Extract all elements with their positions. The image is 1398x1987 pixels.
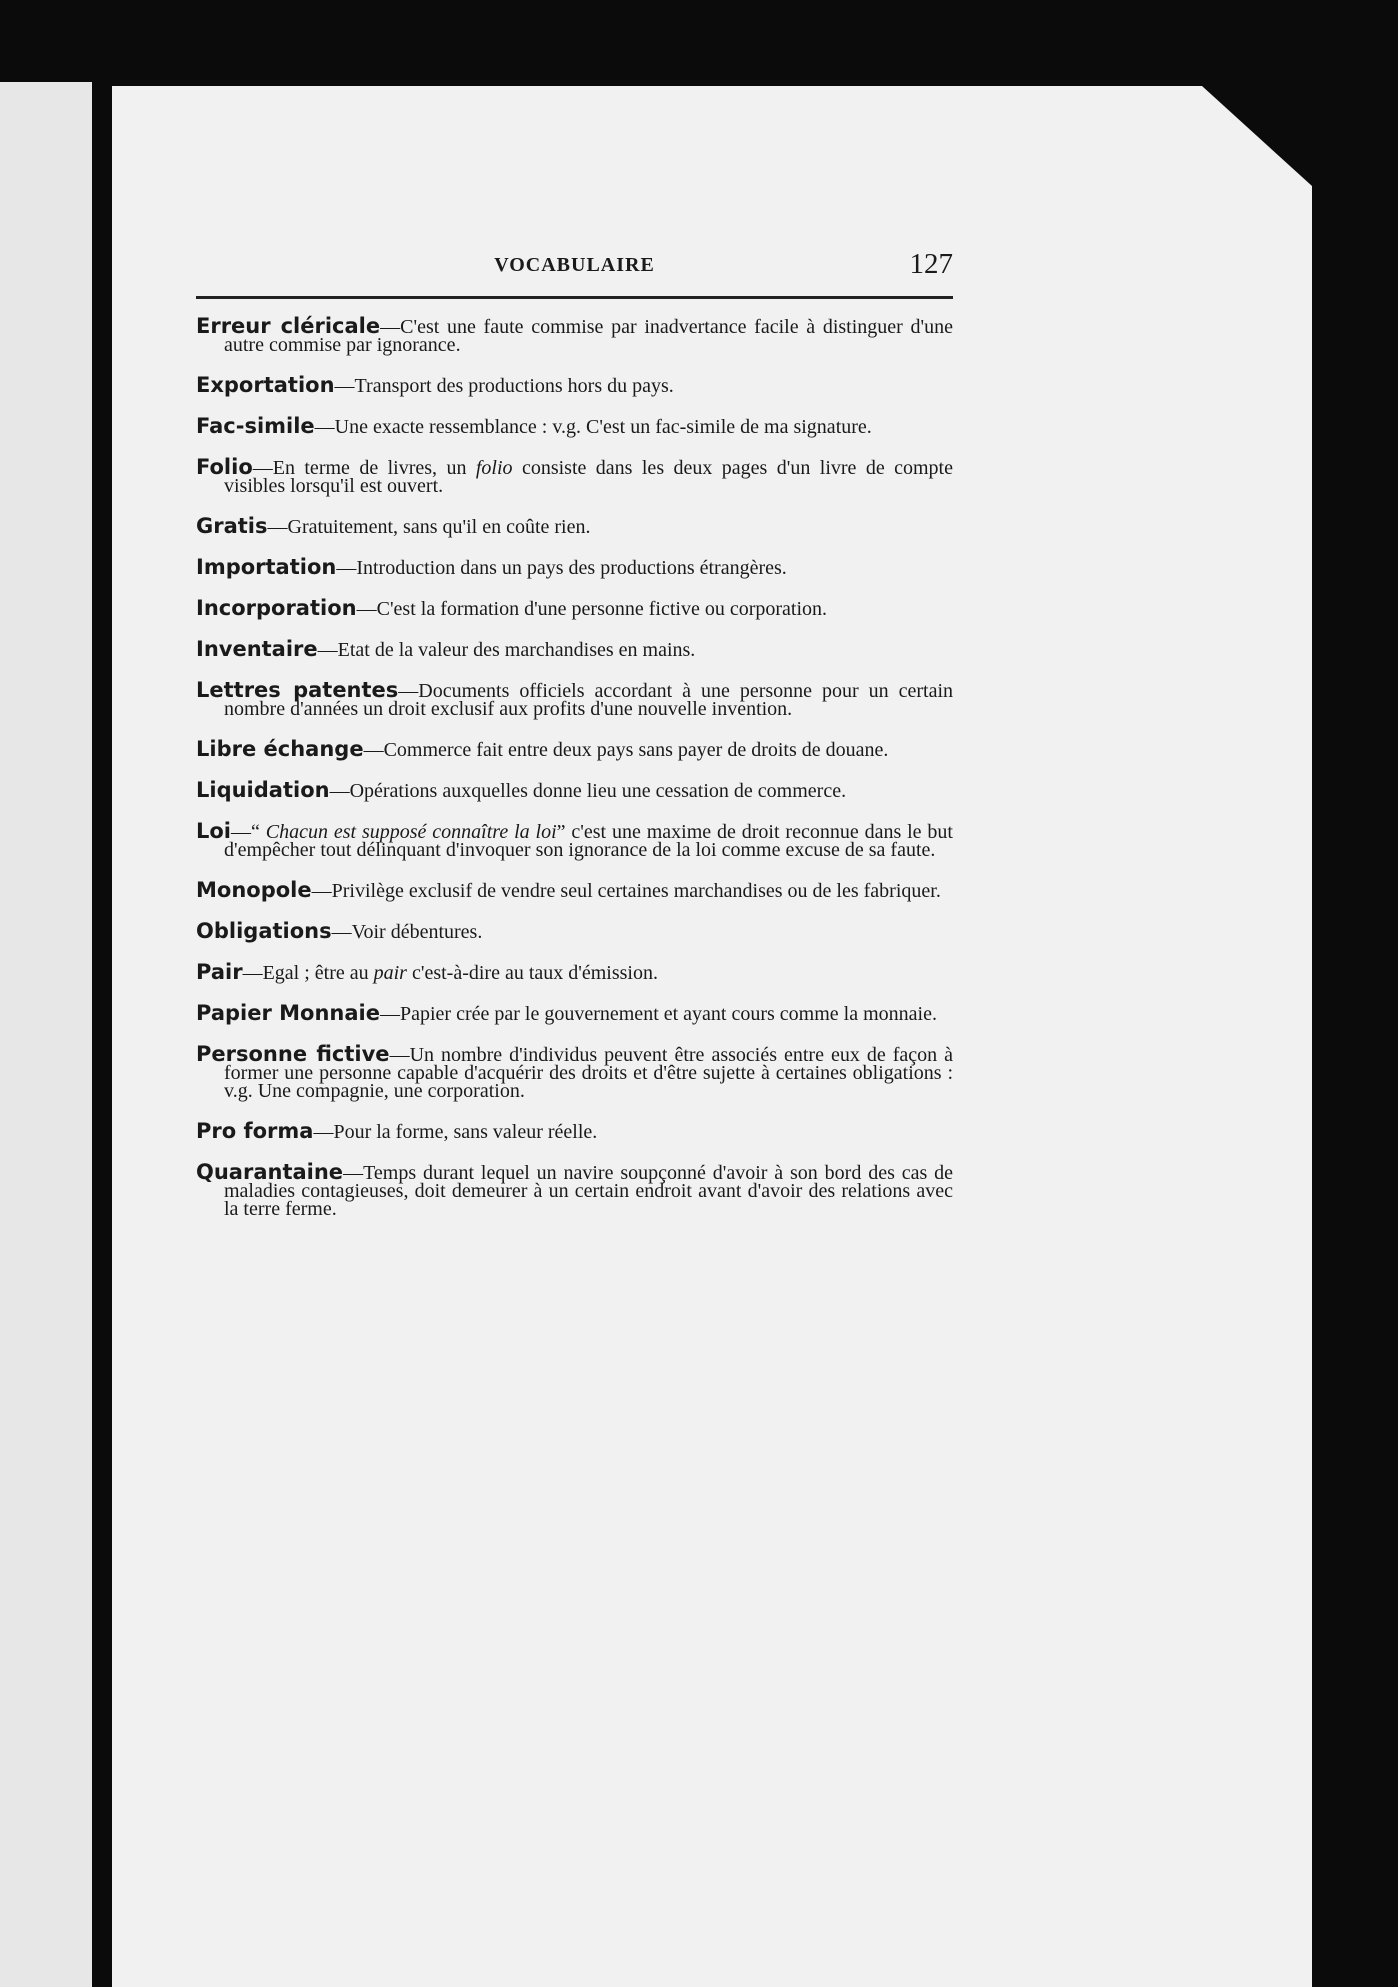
entry-definition: —Etat de la valeur des marchandises en mains. [317, 639, 696, 661]
glossary-entry [196, 1160, 953, 1220]
entry-definition: —C'est la formation d'une personne fictive ou corporation. [356, 598, 828, 620]
glossary-entry [196, 1001, 953, 1025]
previous-page-edge [0, 82, 92, 1987]
glossary-entry [196, 596, 953, 620]
page-number: 127 [909, 248, 953, 280]
entry-definition-italic: folio [475, 457, 513, 479]
page-corner [1202, 86, 1312, 186]
glossary-entry [196, 737, 953, 761]
entry-term: Gratis [196, 514, 268, 538]
entry-definition-end: consiste dans les deux pages d'un livre de compte visibles lorsqu'il est ouvert. [224, 457, 953, 497]
glossary-entry [196, 1119, 953, 1143]
entry-definition-italic: pair [373, 962, 407, 984]
glossary-entry [196, 373, 953, 397]
entry-definition-italic: Chacun est supposé connaître la loi [265, 821, 557, 843]
running-head [196, 250, 953, 290]
entry-definition-start: —En terme de livres, un [252, 457, 476, 479]
entry-definition: —Documents officiels accordant à une personne pour un certain nombre d'années un droit exclusif aux profits d'une nouvelle invention. [224, 680, 954, 720]
entry-definition-end: c'est-à-dire au taux d'émission. [406, 962, 658, 984]
entry-definition: —Un nombre d'individus peuvent être associés entre eux de façon à former une personne capable d'acquérir des droits et d'être sujette à certaines obligations : v.g. Une compagnie, une corporation. [224, 1044, 953, 1102]
entry-term: Monopole [196, 878, 312, 902]
entry-term: Folio [196, 455, 253, 479]
entry-definition: —Transport des productions hors du pays. [334, 375, 674, 397]
header-rule [196, 296, 953, 299]
entry-term: Exportation [196, 373, 335, 397]
entry-definition: —Commerce fait entre deux pays sans payer de droits de douane. [363, 739, 889, 761]
glossary-entry [196, 637, 953, 661]
entry-term: Pair [196, 960, 243, 984]
glossary-entry [196, 960, 953, 984]
entry-term: Inventaire [196, 637, 318, 661]
glossary-entry [196, 455, 953, 497]
entry-term: Incorporation [196, 596, 357, 620]
running-title: VOCABULAIRE [494, 254, 655, 276]
entry-definition-start: —“ [231, 821, 266, 843]
entry-term: Lettres patentes [196, 678, 399, 702]
entry-term: Obligations [196, 919, 332, 943]
entry-term: Personne fictive [196, 1042, 390, 1066]
entry-definition: —Pour la forme, sans valeur réelle. [313, 1121, 598, 1143]
entry-definition: —Temps durant lequel un navire soupçonné d'avoir à son bord des cas de maladies contagieuses, doit demeurer à un certain endroit avant d'avoir des relations avec la terre ferme. [224, 1162, 953, 1220]
entry-definition-end: ” c'est une maxime de droit reconnue dans le but d'empêcher tout délinquant d'invoquer son ignorance de la loi comme excuse de sa faute. [224, 821, 953, 861]
entry-term: Libre échange [196, 737, 364, 761]
glossary-entry [196, 314, 953, 356]
entry-term: Papier Monnaie [196, 1001, 380, 1025]
entry-term: Liquidation [196, 778, 330, 802]
glossary-entry [196, 514, 953, 538]
entry-definition: —Opérations auxquelles donne lieu une cessation de commerce. [329, 780, 847, 802]
glossary-entry [196, 878, 953, 902]
entry-definition: —Introduction dans un pays des productions étrangères. [336, 557, 787, 579]
entry-term: Importation [196, 555, 337, 579]
entry-definition: —Voir débentures. [331, 921, 483, 943]
glossary-entry [196, 819, 953, 861]
glossary-entry [196, 919, 953, 943]
entry-definition: —Papier crée par le gouvernement et ayant cours comme la monnaie. [379, 1003, 937, 1025]
page-content [196, 250, 953, 1240]
glossary-entry [196, 778, 953, 802]
entry-definition-start: —Egal ; être au [242, 962, 374, 984]
entry-term: Loi [196, 819, 232, 843]
glossary-entry [196, 555, 953, 579]
entry-term: Pro forma [196, 1119, 314, 1143]
glossary-entry [196, 1042, 953, 1102]
entry-definition: —Gratuitement, sans qu'il en coûte rien. [267, 516, 591, 538]
entry-term: Erreur cléricale [196, 314, 381, 338]
glossary-entry [196, 414, 953, 438]
entry-definition: —Privilège exclusif de vendre seul certaines marchandises ou de les fabriquer. [311, 880, 941, 902]
glossary-entry [196, 678, 954, 720]
entry-term: Quarantaine [196, 1160, 344, 1184]
entry-term: Fac-simile [196, 414, 315, 438]
entry-definition: —C'est une faute commise par inadvertance facile à distinguer d'une autre commise par ignorance. [224, 316, 953, 356]
entry-definition: —Une exacte ressemblance : v.g. C'est un fac-simile de ma signature. [314, 416, 872, 438]
